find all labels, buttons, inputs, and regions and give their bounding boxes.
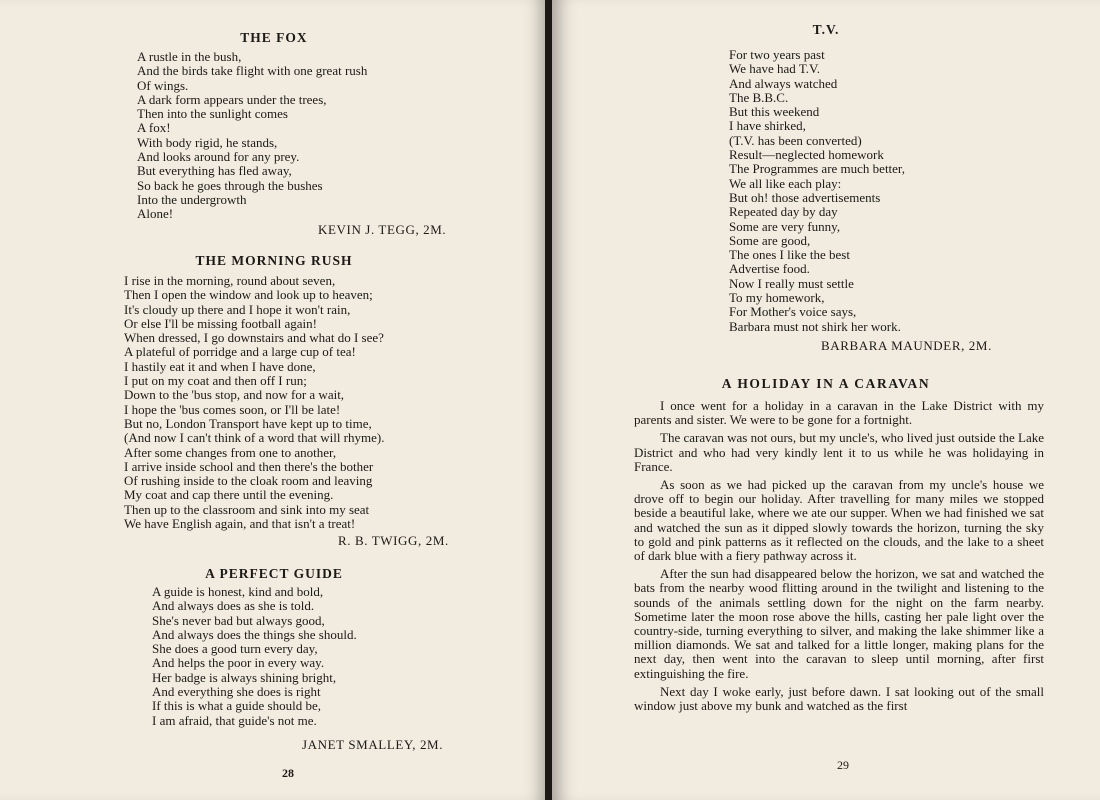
poem-line: And always watched bbox=[729, 75, 838, 91]
poem-title-morning-rush: THE MORNING RUSH bbox=[195, 253, 353, 268]
author-tv: BARBARA MAUNDER, 2M. bbox=[821, 338, 992, 353]
poem-line: For Mother's voice says, bbox=[729, 304, 857, 320]
poem-line: Of wings. bbox=[137, 77, 189, 93]
poem-title-tv: T.V. bbox=[812, 22, 840, 37]
poem-line: If this is what a guide should be, bbox=[152, 698, 321, 714]
poem-line: So back he goes through the bushes bbox=[137, 177, 323, 193]
poem-line: A rustle in the bush, bbox=[137, 49, 242, 64]
poem-line: We all like each play: bbox=[729, 175, 842, 191]
poem-line: Then I open the window and look up to heaven; bbox=[124, 287, 373, 303]
poem-line: And the birds take flight with one great rush bbox=[137, 63, 368, 79]
poem-line: She does a good turn every day, bbox=[152, 641, 318, 657]
poem-line: (T.V. has been converted) bbox=[729, 132, 862, 148]
story-title-caravan: A HOLIDAY IN A CARAVAN bbox=[721, 376, 931, 391]
page-number-left: 28 bbox=[282, 766, 294, 780]
poem-line: My coat and cap there until the evening. bbox=[124, 487, 334, 503]
poem-line: A guide is honest, kind and bold, bbox=[152, 584, 324, 599]
author-fox: KEVIN J. TEGG, 2M. bbox=[318, 222, 447, 237]
author-perfect-guide: JANET SMALLEY, 2M. bbox=[302, 737, 444, 752]
poem-line: I arrive inside school and then there's the bother bbox=[124, 458, 374, 474]
poem-line: Into the undergrowth bbox=[137, 191, 247, 207]
author-morning-rush: R. B. TWIGG, 2M. bbox=[338, 533, 449, 548]
story-paragraph: Next day I woke early, just before dawn. I sat looking out of the small window just above my bunk and watched as the first bbox=[634, 683, 1044, 714]
poem-fox bbox=[137, 50, 367, 222]
poem-line: I have shirked, bbox=[729, 118, 806, 134]
poem-line: I hastily eat it and when I have done, bbox=[124, 358, 316, 374]
poem-line: Her badge is always shining bright, bbox=[152, 669, 337, 685]
poem-line: Result—neglected homework bbox=[729, 147, 884, 163]
poem-line: I hope the 'bus comes soon, or I'll be late! bbox=[124, 401, 341, 417]
poem-line: Barbara must not shirk her work. bbox=[729, 318, 901, 334]
poem-line: Alone! bbox=[137, 206, 174, 222]
poem-line: Down to the 'bus stop, and now for a wait, bbox=[124, 387, 345, 403]
poem-line: And always does as she is told. bbox=[152, 598, 315, 614]
poem-line: And always does the things she should. bbox=[152, 626, 357, 642]
poem-line: Advertise food. bbox=[729, 261, 810, 277]
poem-line: Now I really must settle bbox=[729, 275, 854, 291]
poem-line: A plateful of porridge and a large cup of tea! bbox=[124, 344, 356, 360]
page-number-right: 29 bbox=[837, 758, 849, 772]
story-paragraph: After the sun had disappeared below the horizon, we sat and watched the bats from the nearby wood flitting around in the twilight and listening to the sounds of the animals settling down for the night on the farm nearby. Sometime later the moon rose above the hills, casting her pale light over the country-side, turning everything to silver, and making the lake shimmer like a million diamonds. We sat and talked for a little longer, making plans for the next day, then went into the caravan to sleep until morning, after first extinguishing the fire. bbox=[634, 566, 1044, 681]
poem-line: But no, London Transport have kept up to time, bbox=[124, 415, 372, 431]
poem-line: A fox! bbox=[137, 120, 171, 136]
poem-line: We have had T.V. bbox=[729, 61, 821, 77]
poem-line: Of rushing inside to the cloak room and leaving bbox=[124, 473, 373, 489]
poem-line: The B.B.C. bbox=[729, 89, 789, 105]
poem-line: A dark form appears under the trees, bbox=[137, 91, 327, 107]
right-page bbox=[552, 0, 1100, 800]
poem-line: Then up to the classroom and sink into my seat bbox=[124, 501, 370, 517]
poem-tv bbox=[729, 48, 905, 334]
poem-line: I rise in the morning, round about seven, bbox=[124, 273, 336, 288]
poem-line: And looks around for any prey. bbox=[137, 149, 300, 165]
poem-line: Some are good, bbox=[729, 232, 811, 248]
poem-line: But oh! those advertisements bbox=[729, 189, 881, 205]
poem-line: I put on my coat and then off I run; bbox=[124, 373, 307, 389]
poem-line: Then into the sunlight comes bbox=[137, 106, 288, 122]
poem-line: Or else I'll be missing football again! bbox=[124, 315, 317, 331]
poem-title-perfect-guide: A PERFECT GUIDE bbox=[205, 566, 343, 581]
poem-line: But this weekend bbox=[729, 104, 820, 120]
poem-line: After some changes from one to another, bbox=[124, 444, 337, 460]
poem-title-fox: THE FOX bbox=[240, 30, 308, 45]
poem-line: But everything has fled away, bbox=[137, 163, 292, 179]
poem-line: For two years past bbox=[729, 47, 825, 62]
poem-line: When dressed, I go downstairs and what do I see? bbox=[124, 330, 384, 346]
poem-line: Repeated day by day bbox=[729, 204, 838, 220]
left-page bbox=[0, 0, 548, 800]
poem-line: I am afraid, that guide's not me. bbox=[152, 712, 317, 728]
poem-line: Some are very funny, bbox=[729, 218, 841, 234]
story-paragraph: The caravan was not ours, but my uncle's, who lived just outside the Lake District and who had very kindly lent it to us while he was holidaying in France. bbox=[634, 430, 1044, 474]
poem-morning-rush bbox=[124, 274, 384, 531]
poem-line: The ones I like the best bbox=[729, 247, 850, 263]
poem-line: The Programmes are much better, bbox=[729, 161, 905, 177]
poem-line: To my homework, bbox=[729, 290, 825, 306]
poem-line: (And now I can't think of a word that will rhyme). bbox=[124, 430, 385, 446]
poem-line: It's cloudy up there and I hope it won't rain, bbox=[124, 301, 351, 317]
story-paragraph: I once went for a holiday in a caravan in the Lake District with my parents and sister. We were to be gone for a fortnight. bbox=[634, 398, 1044, 428]
poem-line: And everything she does is right bbox=[152, 684, 321, 700]
poem-line: We have English again, and that isn't a treat! bbox=[124, 516, 356, 532]
poem-perfect-guide bbox=[152, 585, 357, 728]
poem-line: She's never bad but always good, bbox=[152, 612, 325, 628]
story-caravan bbox=[634, 399, 1044, 717]
story-paragraph: As soon as we had picked up the caravan from my uncle's house we drove off to begin our holiday. After travelling for many miles we stopped beside a beautiful lake, where we ate our supper. When we had finished we sat and watched the sun as it dipped slowly towards the horizon, turning the sky to gold and pink patterns as it reflected on the clouds, and the lake to a sheet of dark blue with a fiery pathway across it. bbox=[634, 477, 1044, 564]
poem-line: With body rigid, he stands, bbox=[137, 134, 278, 150]
poem-line: And helps the poor in every way. bbox=[152, 655, 325, 671]
